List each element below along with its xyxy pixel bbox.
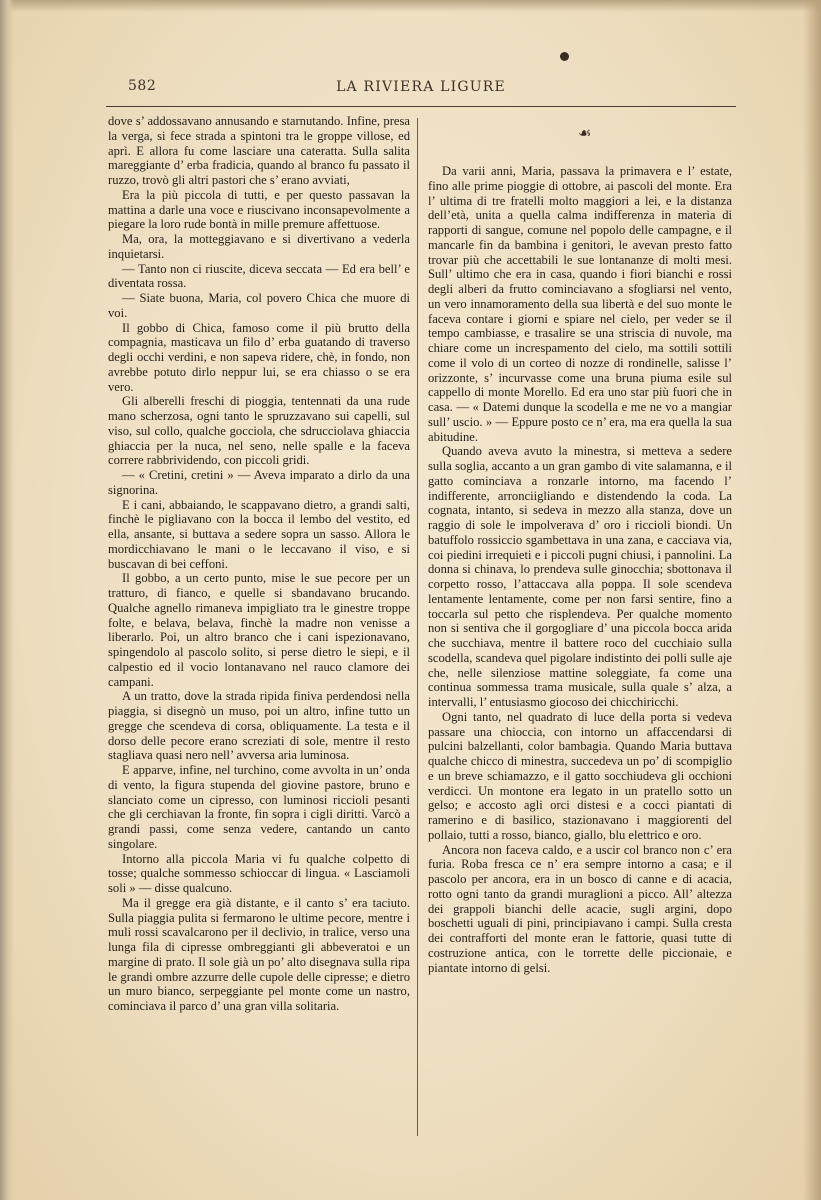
paragraph: Quando aveva avuto la minestra, si metteva a sedere sulla soglia, accanto a un gran gambo di vite salamanna, e il gatto cominciava a ronzarle intorno, ma facendo l’ indifferente, arronciigliando e distendendo la coda. La cognata, intanto, si sedeva in mezzo alla stanza, dove un raggio di sole le impolverava d’ oro i riccioli biondi. Un batuffolo rossiccio sgambettava in una zana, e cacciava via, coi piedini irrequieti e i piccoli pugni chiusi, i pannolini. La donna si chinava, lo prendeva sulle ginocchia; sbottonava il corpetto rosso, l’attaccava alla poppa. Il sole scendeva lentamente lentamente, come per non farsi sentire, fino a toccarla sul petto che risplendeva. Per qualche momento non si sentiva che il gorgogliare d’ una piccola bocca arida che succhiava, mentre il battere roco del cucchiaio sulla scodella, scandeva quel pigolare indistinto dei polli sulle aje che, nelle silenziose mattine soleggiate, fa come una continua sommessa trama musicale, sulla quale s’ alza, a intervalli, l’ entusiasmo giocoso dei chicchiricchi.: [428, 444, 732, 709]
section-ornament-icon: ☙: [578, 124, 592, 142]
paragraph: E apparve, infine, nel turchino, come avvolta in un’ onda di vento, la figura stupenda del giovine pastore, bruno e slanciato come un cipresso, con luminosi riccioli pesanti che gli cerchiavan la fronte, fin sopra i cigli diritti. Varcò a grandi passi, come senza vedere, cantando un canto singolare.: [108, 763, 410, 851]
paragraph: Il gobbo, a un certo punto, mise le sue pecore per un tratturo, di fianco, e quelle si sbandavano brucando. Qualche agnello rimaneva impigliato tra le ginestre troppe folte, e belava, belava, finchè la madre non venisse a liberarlo. Poi, un altro branco che i cani ispezionavano, spingendolo al pascolo solito, si perse dietro le siepi, e il calpestio ed il vocio lontanavano nel rauco clamore dei campani.: [108, 571, 410, 689]
paragraph: — Siate buona, Maria, col povero Chica che muore di voi.: [108, 291, 410, 320]
page-edge-right: [803, 0, 821, 1200]
paragraph: E i cani, abbaiando, le scappavano dietro, a grandi salti, finchè le pigliavano con la bocca il lembo del vestito, ed ella, ansante, si buttava a sedere sopra un sasso. Allora le mordicchiavano le mani o le leccavano il viso, e si buscavan di bei ceffoni.: [108, 497, 410, 571]
page-number: 582: [128, 78, 157, 94]
paragraph: — « Cretini, cretini » — Aveva imparato a dirlo da una signorina.: [108, 468, 410, 497]
page-header: [106, 78, 736, 102]
paragraph: — Tanto non ci riuscite, diceva seccata — Ed era bell’ e diventata rossa.: [108, 261, 410, 291]
paragraph: Ma il gregge era già distante, e il canto s’ era taciuto. Sulla piaggia pulita si fermarono le ultime pecore, mentre i muli rossi scavalcarono per il declivio, in tralice, verso una lunga fila di cipresse ombreggianti gli abbeveratoi e un margine di prato. Il sole già un po’ alto disegnava sulla ripa le grandi ombre azzurre delle cupole delle cipresse; e dietro un muro bianco, serpeggiante pel monte come un nastro, cominciava il parco d’ una gran villa solitaria.: [108, 895, 410, 1013]
right-column: [428, 164, 732, 975]
running-head: LA RIVIERA LIGURE: [336, 79, 506, 95]
header-rule: [106, 106, 736, 107]
paragraph: Ancora non faceva caldo, e a uscir col branco non c’ era furia. Roba fresca ce n’ era sempre intorno a casa; e il pascolo per ancora, era in un bosco di canne e di acacia, rotto ogni tanto da grandi muraglioni a picco. All’ altezza dei grappoli bianchi delle acacie, sugli argini, dopo boschetti uguali di pini, principiavano i campi. Sulla cresta dei contrafforti del monte eran le fattorie, quasi tutte di costruzione antica, con le torrette delle piccionaie, e piantate intorno di gelsi.: [428, 842, 732, 975]
paragraph: Gli alberelli freschi di pioggia, tentennati da una rude mano scherzosa, ogni tanto le spruzzavano sui capelli, sul viso, sul collo, qualche gocciola, che sdrucciolava ghiaccia ghiaccia per la nuca, nel seno, nelle spalle e la faceva correre rabbrividendo, con piccoli gridi.: [108, 394, 410, 468]
page-edge-left: [0, 0, 14, 1200]
paragraph: Era la più piccola di tutti, e per questo passavan la mattina a darle una voce e riuscivano inconsapevolmente a piegare la loro rude bontà in mille premure affettuose.: [108, 187, 410, 232]
paragraph: A un tratto, dove la strada ripida finiva perdendosi nella piaggia, si disegnò un muso, poi un altro, infine tutto un gregge che scendeva di corsa, obliquamente. La testa e il dorso delle pecore erano screziati di sole, mentre il resto stagliava quasi nero nell’ avversa aria luminosa.: [108, 689, 410, 763]
column-divider: [417, 118, 418, 1136]
paragraph: Intorno alla piccola Maria vi fu qualche colpetto di tosse; qualche sommesso schioccar di lingua. « Lasciamoli soli » — disse qualcuno.: [108, 851, 410, 895]
paragraph: dove s’ addossavano annusando e starnutando. Infine, presa la verga, si fece strada a spintoni tra le groppe villose, ed aprì. E allora fu come lasciare una cateratta. Sulla salita mareggiante d’ erba fradicia, quando al branco fu passato il ruzzo, trovò gli altri pastori che s’ erano avviati,: [108, 114, 410, 187]
paragraph: Il gobbo di Chica, famoso come il più brutto della compagnia, masticava un filo d’ erba guatando di traverso degli occhi verdini, e non sapeva ridere, chè, in fondo, non avrebbe potuto dirlo neppur lui, se era chiasso o se era vero.: [108, 320, 410, 394]
page-edge-top: [0, 0, 821, 12]
paragraph: Ogni tanto, nel quadrato di luce della porta si vedeva passare una chioccia, con intorno un affaccendarsi di pulcini balzellanti, color bambagia. Quando Maria buttava qualche chicco di minestra, succedeva un po’ di scompiglio e un breve schiamazzo, e il gatto socchiudeva gli occhioni verdicci. Un montone era legato in un pratello sotto un gelso; e accosto agli orci distesi e a cocci piantati di ramerino e di basilico, stazionavano i maggiorenti del pollaio, tutti a rosso, bianco, giallo, blu elettrico e oro.: [428, 709, 732, 842]
left-column: [108, 114, 410, 1014]
paragraph: Ma, ora, la motteggiavano e si divertivano a vederla inquietarsi.: [108, 232, 410, 261]
ink-stain: [560, 52, 569, 61]
paragraph: Da varii anni, Maria, passava la primavera e l’ estate, fino alle prime pioggie di ottobre, ai pascoli del monte. Era l’ ultima di tre fratelli molto maggiori a lei, e la distanza dell’età, unita a quella calma indifferenza in materia di rapporti di sangue, comune nel popolo delle campagne, e il mancarle fin da bambina i genitori, le avevan presto fatto trovar più che accettabili le sue lontananze di molti mesi. Sull’ ultimo che era in casa, quando i fiori bianchi e rossi degli alberi da frutto cominciavano a sfogliarsi nel vento, un vero innamoramento della sua libertà e del suo monte le faceva contare i giorni e spiare nel cielo, per veder se il tempo cambiasse, e trasalire se una striscia di nuvole, ma chiare come un increspamento del cielo, ma sottili sottili come il volo di un corteo di nozze di rondinelle, salisse l’ orizzonte, s’ incurvasse come una bruna piuma esile sul cappello di monte Morello. Ed era uno star più fuori che in casa. — « Datemi dunque la scodella e me ne vo a mangiar sull’ uscio. » — Eppure posto ce n’ era, ma era quella la sua abitudine.: [428, 164, 732, 444]
